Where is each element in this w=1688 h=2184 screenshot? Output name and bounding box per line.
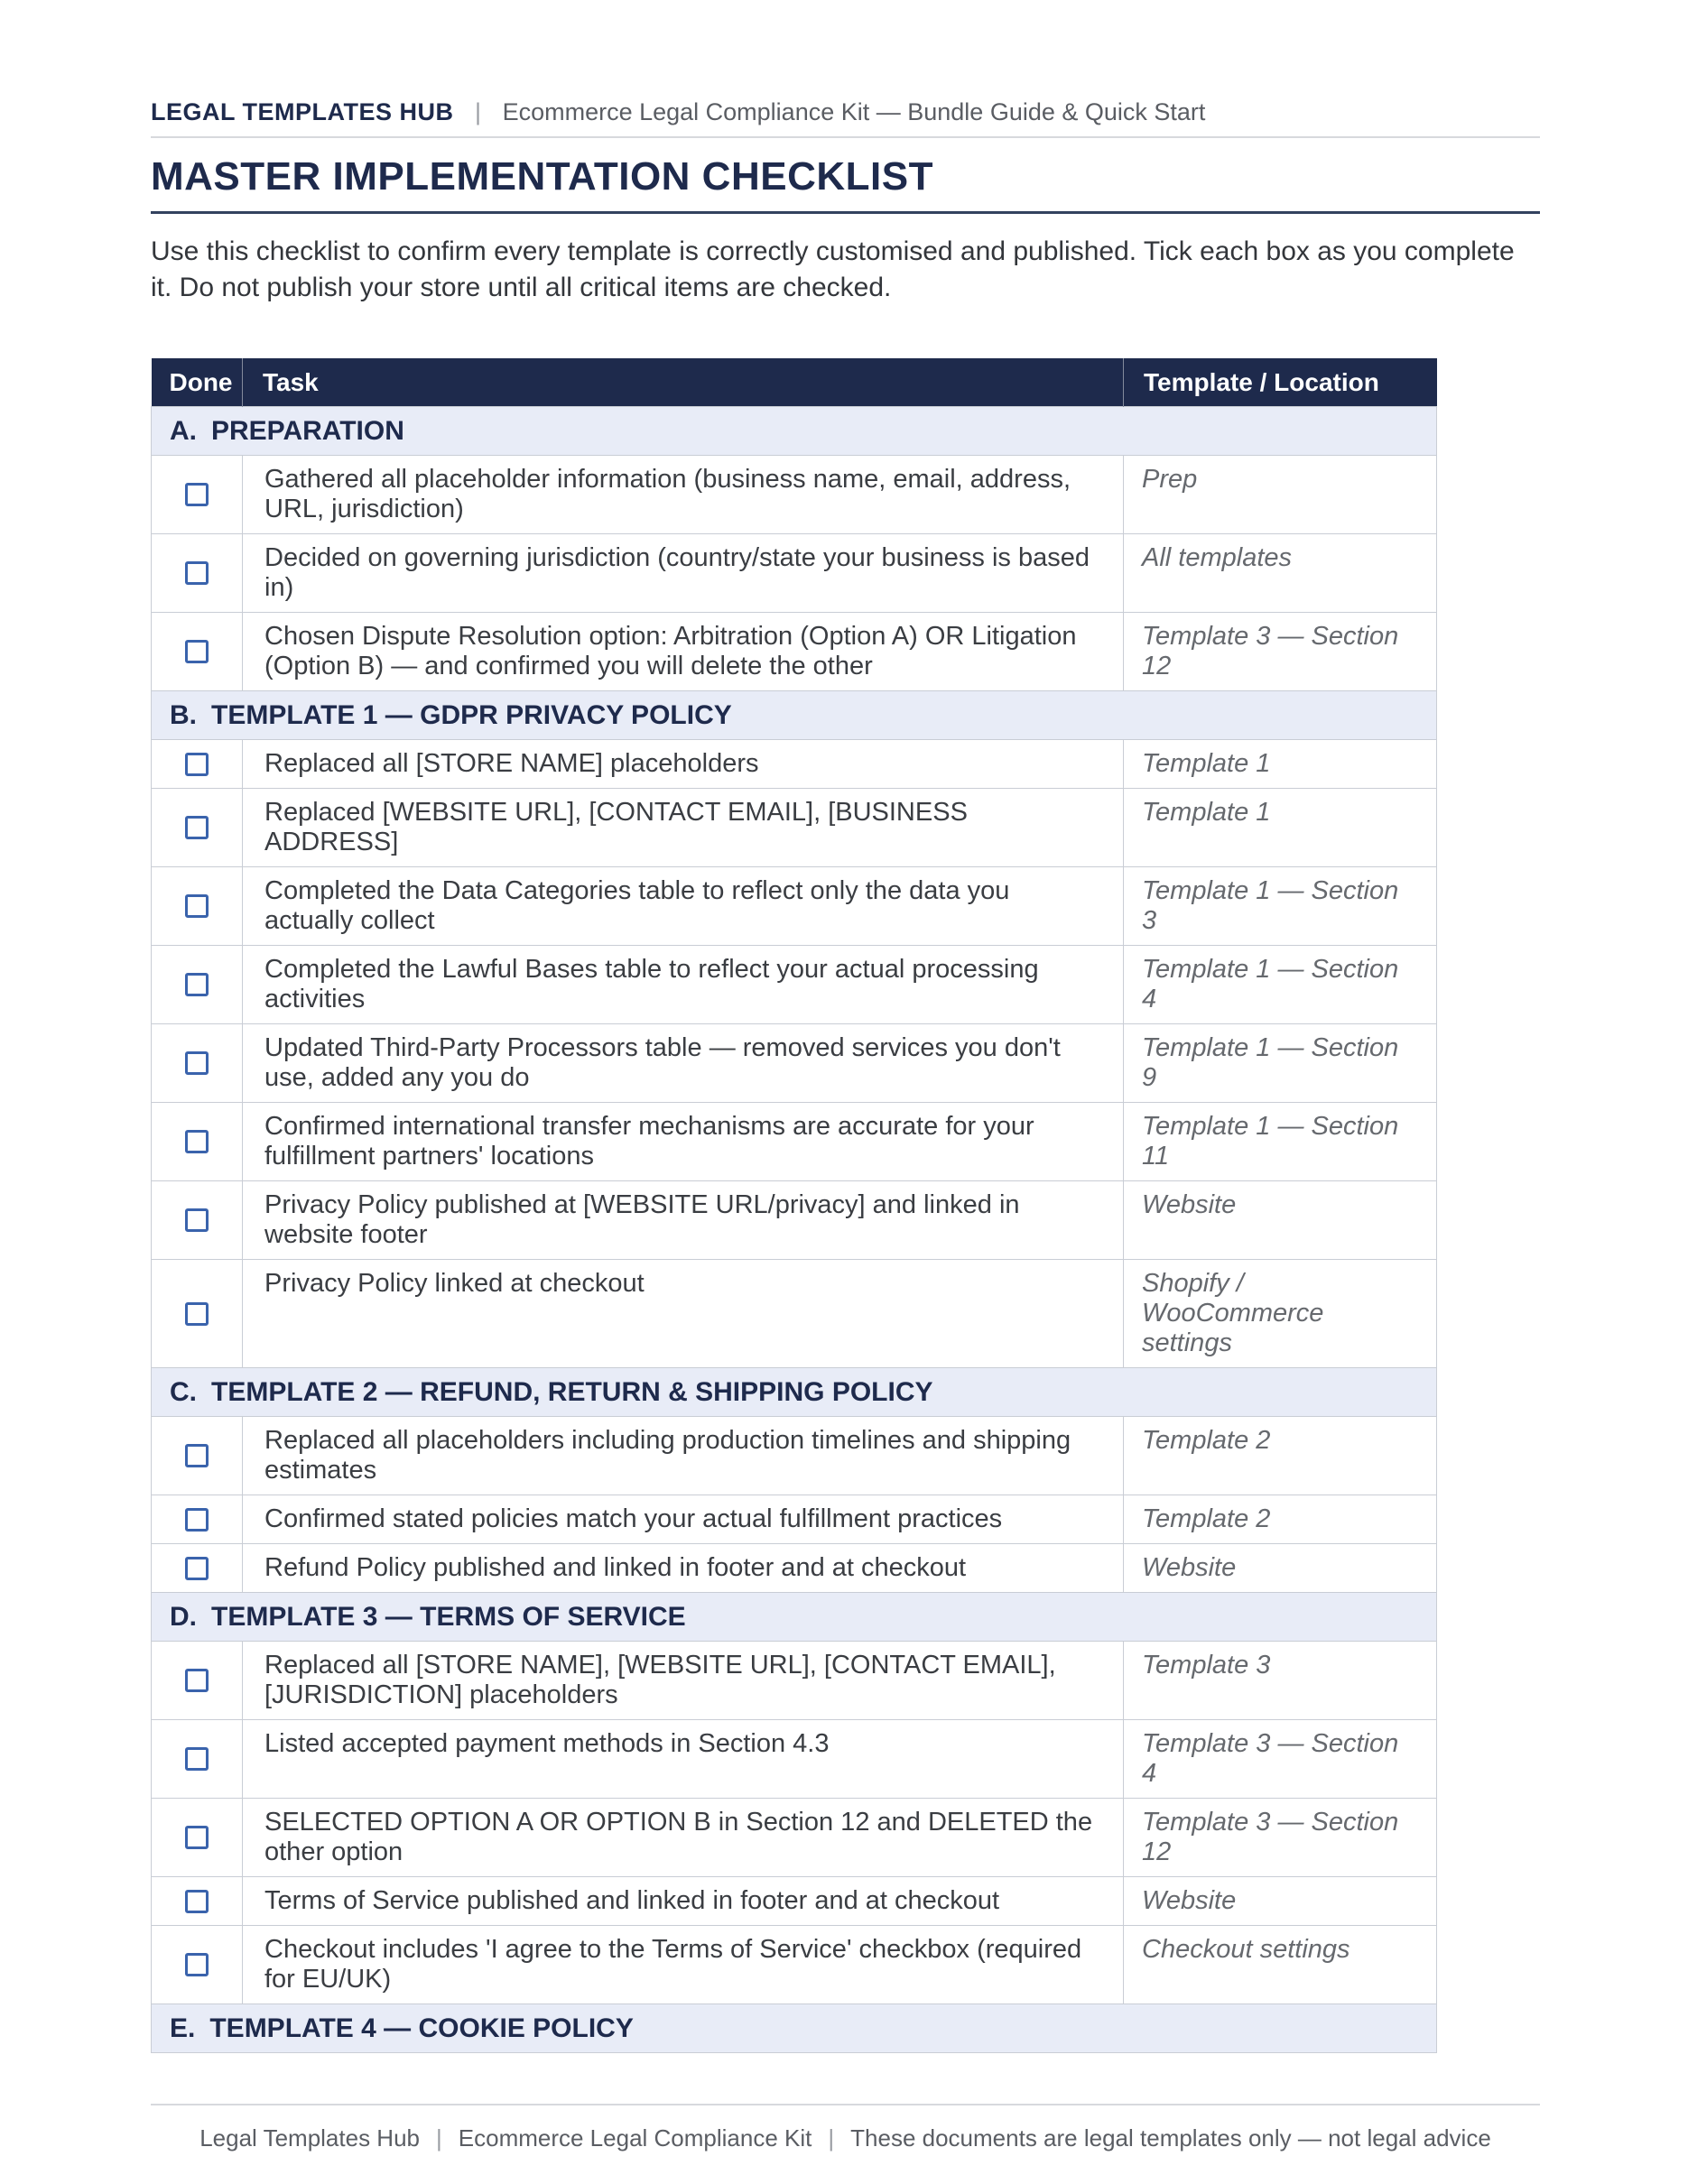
task-done-checkbox[interactable] (185, 1051, 209, 1075)
section-letter: C. (170, 1377, 197, 1407)
task-location: Checkout settings (1124, 1926, 1437, 2004)
task-location: Website (1124, 1181, 1437, 1260)
header-brand-line (151, 97, 1540, 127)
task-location: Template 1 (1124, 789, 1437, 867)
task-text: Replaced all [STORE NAME] placeholders (243, 740, 1124, 789)
done-cell (152, 1642, 243, 1720)
task-location: Template 1 — Section 4 (1124, 946, 1437, 1024)
task-text: Chosen Dispute Resolution option: Arbitration (Option A) OR Litigation (Option B) — and confirmed you will delete the other (243, 613, 1124, 691)
task-location: Template 1 — Section 3 (1124, 867, 1437, 946)
task-text: Refund Policy published and linked in footer and at checkout (243, 1544, 1124, 1593)
done-cell (152, 1417, 243, 1495)
task-row (152, 1720, 1437, 1799)
done-cell (152, 740, 243, 789)
section-title: PREPARATION (211, 416, 404, 446)
section-title: TEMPLATE 1 — GDPR PRIVACY POLICY (211, 700, 732, 730)
header-rule (151, 136, 1540, 138)
task-row (152, 613, 1437, 691)
task-row (152, 1642, 1437, 1720)
done-cell (152, 1877, 243, 1926)
section-row (152, 1368, 1437, 1417)
task-row (152, 1024, 1437, 1103)
done-cell (152, 1495, 243, 1544)
task-location: Template 3 — Section 12 (1124, 613, 1437, 691)
done-cell (152, 1103, 243, 1181)
header-subtitle: Ecommerce Legal Compliance Kit — Bundle Guide & Quick Start (502, 98, 1206, 125)
task-row (152, 456, 1437, 534)
task-text: Confirmed international transfer mechanisms are accurate for your fulfillment partners' locations (243, 1103, 1124, 1181)
section-title: TEMPLATE 2 — REFUND, RETURN & SHIPPING POLICY (211, 1377, 933, 1407)
task-done-checkbox[interactable] (185, 1890, 209, 1913)
done-cell (152, 1024, 243, 1103)
task-text: Privacy Policy published at [WEBSITE URL/privacy] and linked in website footer (243, 1181, 1124, 1260)
done-cell (152, 534, 243, 613)
task-row (152, 740, 1437, 789)
brand-name: LEGAL TEMPLATES HUB (151, 98, 454, 125)
task-row (152, 534, 1437, 613)
done-cell (152, 1260, 243, 1368)
task-row (152, 1495, 1437, 1544)
task-location: Template 2 (1124, 1417, 1437, 1495)
task-text: Updated Third-Party Processors table — removed services you don't use, added any you do (243, 1024, 1124, 1103)
done-cell (152, 789, 243, 867)
task-text: Confirmed stated policies match your actual fulfillment practices (243, 1495, 1124, 1544)
task-row (152, 1877, 1437, 1926)
section-letter: B. (170, 700, 197, 730)
task-row (152, 867, 1437, 946)
task-row (152, 789, 1437, 867)
header-separator: | (475, 98, 482, 125)
task-row (152, 1417, 1437, 1495)
task-row (152, 1799, 1437, 1877)
task-row (152, 1181, 1437, 1260)
task-text: Replaced [WEBSITE URL], [CONTACT EMAIL], [BUSINESS ADDRESS] (243, 789, 1124, 867)
document-footer (151, 2104, 1540, 2152)
section-header-cell (152, 2004, 1437, 2053)
intro-text: Use this checklist to confirm every template is correctly customised and published. Tick each box as you complete it. Do not publish your store until all critical items are checked. (151, 236, 1515, 302)
task-done-checkbox[interactable] (185, 894, 209, 918)
task-row (152, 1926, 1437, 2004)
section-row (152, 691, 1437, 740)
task-done-checkbox[interactable] (185, 1826, 209, 1849)
footer-item-brand: Legal Templates Hub (199, 2124, 420, 2152)
task-text: Gathered all placeholder information (business name, email, address, URL, jurisdiction) (243, 456, 1124, 534)
done-cell (152, 1544, 243, 1593)
section-letter: A. (170, 416, 197, 446)
task-location: Template 1 — Section 11 (1124, 1103, 1437, 1181)
section-header-cell (152, 407, 1437, 456)
task-done-checkbox[interactable] (185, 1953, 209, 1976)
title-underline (151, 211, 1540, 214)
task-done-checkbox[interactable] (185, 1302, 209, 1326)
task-location: Template 2 (1124, 1495, 1437, 1544)
task-row (152, 1260, 1437, 1368)
done-cell (152, 1720, 243, 1799)
section-letter: D. (170, 1602, 197, 1632)
footer-separator: | (828, 2124, 835, 2152)
task-location: Website (1124, 1544, 1437, 1593)
task-location: Template 3 — Section 4 (1124, 1720, 1437, 1799)
done-cell (152, 613, 243, 691)
document-header (151, 97, 1540, 306)
task-done-checkbox[interactable] (185, 561, 209, 585)
task-done-checkbox[interactable] (185, 1508, 209, 1532)
task-text: Checkout includes 'I agree to the Terms of Service' checkbox (required for EU/UK) (243, 1926, 1124, 2004)
task-done-checkbox[interactable] (185, 1669, 209, 1692)
task-text: Privacy Policy linked at checkout (243, 1260, 1124, 1368)
task-location: Shopify / WooCommerce settings (1124, 1260, 1437, 1368)
done-cell (152, 867, 243, 946)
column-header-task: Task (243, 358, 1124, 407)
task-done-checkbox[interactable] (185, 1444, 209, 1467)
footer-separator: | (436, 2124, 442, 2152)
task-text: Decided on governing jurisdiction (country/state your business is based in) (243, 534, 1124, 613)
task-done-checkbox[interactable] (185, 640, 209, 663)
task-row (152, 946, 1437, 1024)
task-location: Template 1 (1124, 740, 1437, 789)
task-done-checkbox[interactable] (185, 1130, 209, 1153)
done-cell (152, 1799, 243, 1877)
checklist-body (152, 407, 1437, 2053)
task-text: Completed the Data Categories table to reflect only the data you actually collect (243, 867, 1124, 946)
task-row (152, 1103, 1437, 1181)
task-done-checkbox[interactable] (185, 1208, 209, 1232)
task-text: Listed accepted payment methods in Section 4.3 (243, 1720, 1124, 1799)
task-location: Template 1 — Section 9 (1124, 1024, 1437, 1103)
section-letter: E. (170, 2013, 196, 2043)
column-header-done: Done (152, 358, 243, 407)
checklist-table-header (152, 358, 1437, 407)
done-cell (152, 456, 243, 534)
task-done-checkbox[interactable] (185, 483, 209, 506)
task-location: All templates (1124, 534, 1437, 613)
footer-item-disclaimer: These documents are legal templates only — not legal advice (850, 2124, 1491, 2152)
section-row (152, 2004, 1437, 2053)
section-header-cell (152, 1593, 1437, 1642)
task-done-checkbox[interactable] (185, 1557, 209, 1580)
section-title: TEMPLATE 3 — TERMS OF SERVICE (211, 1602, 686, 1632)
done-cell (152, 1181, 243, 1260)
section-row (152, 1593, 1437, 1642)
section-header-cell (152, 691, 1437, 740)
section-header-cell (152, 1368, 1437, 1417)
footer-item-kit: Ecommerce Legal Compliance Kit (458, 2124, 812, 2152)
footer-rule (151, 2104, 1540, 2105)
task-done-checkbox[interactable] (185, 1747, 209, 1771)
section-row (152, 407, 1437, 456)
task-done-checkbox[interactable] (185, 816, 209, 839)
footer-text (151, 2124, 1540, 2152)
task-done-checkbox[interactable] (185, 753, 209, 776)
task-text: Terms of Service published and linked in footer and at checkout (243, 1877, 1124, 1926)
task-text: Completed the Lawful Bases table to reflect your actual processing activities (243, 946, 1124, 1024)
page-title: MASTER IMPLEMENTATION CHECKLIST (151, 154, 933, 199)
checklist-table (151, 358, 1437, 2053)
task-location: Website (1124, 1877, 1437, 1926)
task-row (152, 1544, 1437, 1593)
task-text: SELECTED OPTION A OR OPTION B in Section 12 and DELETED the other option (243, 1799, 1124, 1877)
done-cell (152, 946, 243, 1024)
column-header-location: Template / Location (1124, 358, 1437, 407)
task-text: Replaced all placeholders including production timelines and shipping estimates (243, 1417, 1124, 1495)
section-title: TEMPLATE 4 — COOKIE POLICY (209, 2013, 634, 2043)
done-cell (152, 1926, 243, 2004)
task-location: Template 3 — Section 12 (1124, 1799, 1437, 1877)
task-text: Replaced all [STORE NAME], [WEBSITE URL], [CONTACT EMAIL], [JURISDICTION] placeholders (243, 1642, 1124, 1720)
task-location: Prep (1124, 456, 1437, 534)
task-location: Template 3 (1124, 1642, 1437, 1720)
task-done-checkbox[interactable] (185, 973, 209, 996)
